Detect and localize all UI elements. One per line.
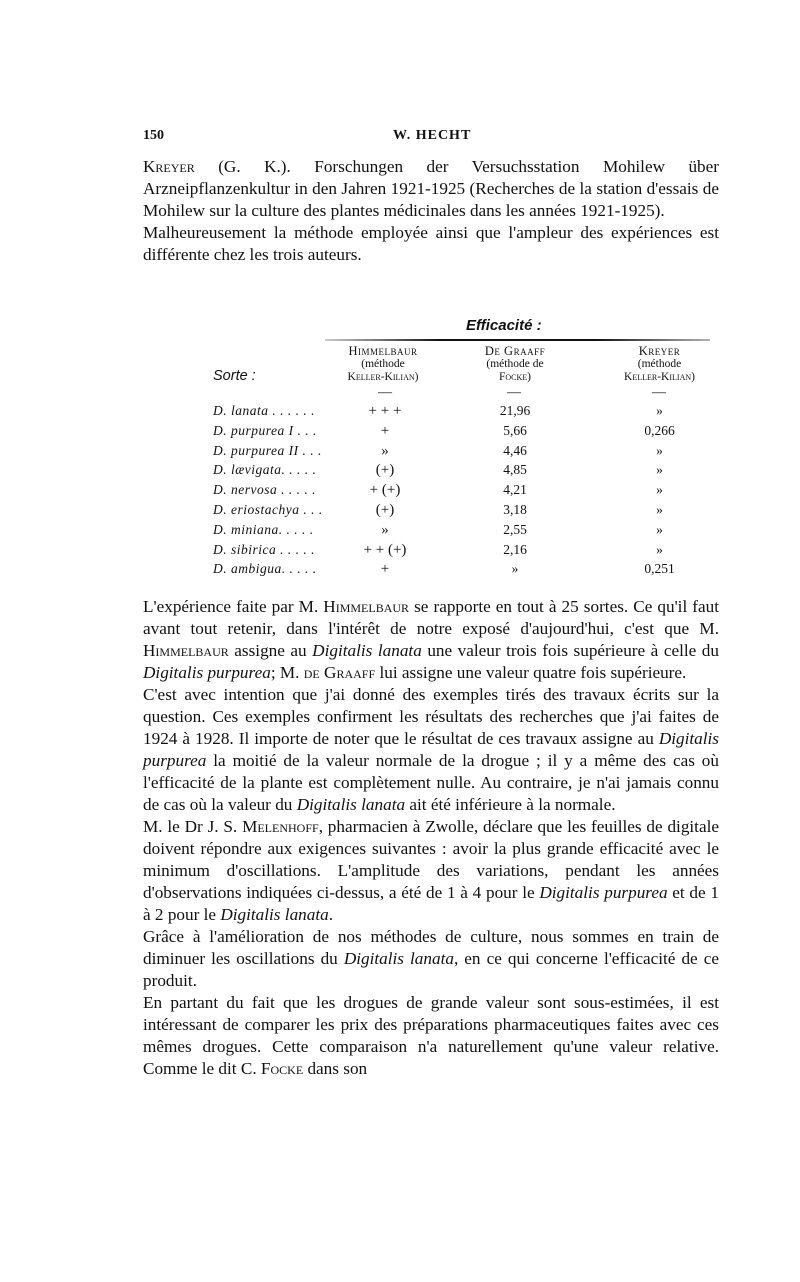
table-cell-kreyer: » — [656, 541, 663, 557]
table-cell-sorte: D. nervosa . . . . . — [213, 482, 316, 498]
running-author: W. HECHT — [393, 128, 472, 143]
column-dash: — — [507, 385, 521, 400]
sorte-label: Sorte : — [213, 368, 256, 384]
paragraph: Grâce à l'amélioration de nos méthodes de culture, nous sommes en train de diminuer les oscillations du Digitalis lanata, en ce qui concerne l'efficacité de ce produit. — [143, 927, 719, 990]
body-text — [143, 596, 719, 1080]
table-cell-himmelbaur: + + (+) — [363, 541, 407, 558]
table-cell-de-graaff: 2,55 — [503, 521, 527, 537]
table-cell-himmelbaur: + + + — [368, 403, 402, 419]
table-cell-sorte: D. lanata . . . . . . — [213, 403, 316, 418]
reference-text: (G. K.). Forschungen der Versuchsstation Mohilew über Arzneipflanzenkultur in den Jahren 1921-1925 (Recherches de la station d'essais de Mohilew sur la culture des plantes médicinales dans les années 1921-1925). — [143, 157, 719, 220]
table-row — [0, 502, 800, 522]
table-cell-himmelbaur: (+) — [375, 502, 395, 518]
column-header-de-graaff: De Graaff (méthode de Focke) — [484, 344, 546, 383]
table-cell-de-graaff: 5,66 — [503, 422, 527, 438]
table-row — [0, 522, 800, 542]
table-cell-himmelbaur: + (+) — [369, 482, 401, 499]
table-cell-sorte: D. purpurea I . . . — [213, 422, 317, 438]
efficacite-label: Efficacité : — [466, 317, 542, 334]
column-dash: — — [652, 385, 666, 400]
table-cell-kreyer: » — [656, 403, 663, 418]
column-header-kreyer: Kreyer (méthode Keller-Kilian) — [624, 344, 695, 383]
table-row — [0, 423, 800, 443]
table-cell-kreyer: » — [656, 502, 663, 517]
table-cell-de-graaff: » — [511, 561, 519, 577]
table-cell-kreyer: 0,251 — [644, 561, 675, 577]
running-header — [143, 128, 718, 148]
method-note: Malheureusement la méthode employée ainsi que l'ampleur des expériences est différente chez les trois auteurs. — [143, 223, 719, 264]
table-cell-himmelbaur: (+) — [375, 462, 395, 479]
table-cell-sorte: D. lævigata. . . . . — [213, 462, 317, 478]
paragraph: En partant du fait que les drogues de grande valeur sont sous-estimées, il est intéressant de comparer les prix des préparations pharmaceutiques faites avec ces mêmes drogues. Cette comparaison n'a naturellement qu'une valeur relative. Comme le dit C. Focke dans son — [143, 993, 719, 1078]
table-row — [0, 443, 800, 463]
column-header-himmelbaur: Himmelbaur (méthode Keller-Kilian) — [347, 344, 419, 383]
table-cell-sorte: D. purpurea II . . . — [213, 442, 322, 458]
table-cell-de-graaff: 4,46 — [503, 442, 527, 458]
table-cell-himmelbaur: + — [380, 422, 390, 439]
table-cell-sorte: D. eriostachya . . . — [213, 502, 323, 517]
table-cell-de-graaff: 4,85 — [503, 462, 527, 478]
paragraph: M. le Dr J. S. Melenhoff, pharmacien à Zwolle, déclare que les feuilles de digitale doivent répondre aux exigences suivantes : avoir la plus grande efficacité avec le minimum d'oscillations. L'amplitude des variations, pendant les années d'observations indiquées ci-dessus, a été de 1 à 4 pour le Digitalis purpurea et de 1 à 2 pour le Digitalis lanata. — [143, 817, 719, 924]
table-cell-sorte: D. miniana. . . . . — [213, 521, 314, 537]
page-number: 150 — [143, 128, 164, 143]
table-cell-himmelbaur: + — [380, 561, 390, 578]
table-row — [0, 482, 800, 502]
table-row — [0, 542, 800, 562]
table-cell-kreyer: » — [656, 482, 663, 498]
table-cell-himmelbaur: » — [381, 442, 389, 459]
table-cell-kreyer: » — [656, 521, 663, 537]
table-row — [0, 403, 800, 423]
paragraph: C'est avec intention que j'ai donné des exemples tirés des travaux écrits sur la question. Ces exemples confirment les résultats des recherches que j'ai faites de 1924 à 1928. Il importe de noter que le résultat de ces travaux assigne au Digitalis purpurea la moitié de la valeur normale de la drogue ; il y a même des cas où l'efficacité de la plante est complètement nulle. Au contraire, je n'ai jamais connu de cas où la valeur du Digitalis lanata ait été inférieure à la normale. — [143, 685, 719, 814]
table-cell-kreyer: » — [656, 462, 663, 478]
table-cell-kreyer: » — [656, 442, 663, 458]
table-row — [0, 462, 800, 482]
table-cell-de-graaff: 4,21 — [503, 482, 527, 498]
intro-paragraph — [143, 156, 719, 266]
table-cell-kreyer: 0,266 — [644, 422, 675, 438]
table-row — [0, 561, 800, 581]
table-cell-sorte: D. ambigua. . . . . — [213, 561, 317, 577]
table-cell-sorte: D. sibirica . . . . . — [213, 541, 316, 557]
paragraph: L'expérience faite par M. Himmelbaur se rapporte en tout à 25 sortes. Ce qu'il faut avant tout retenir, dans l'intérêt de notre exposé d'aujourd'hui, c'est que M. Himmelbaur assigne au Digitalis lanata une valeur trois fois supérieure à celle du Digitalis purpurea; M. de Graaff lui assigne une valeur quatre fois supérieure. — [143, 597, 719, 682]
efficacite-rule — [325, 339, 710, 341]
table-cell-de-graaff: 3,18 — [503, 502, 527, 517]
reference-author: Kreyer — [143, 157, 195, 176]
table-cell-himmelbaur: » — [381, 521, 389, 538]
column-dash: — — [378, 385, 392, 400]
table-cell-de-graaff: 21,96 — [499, 403, 531, 418]
table-cell-de-graaff: 2,16 — [503, 541, 527, 557]
